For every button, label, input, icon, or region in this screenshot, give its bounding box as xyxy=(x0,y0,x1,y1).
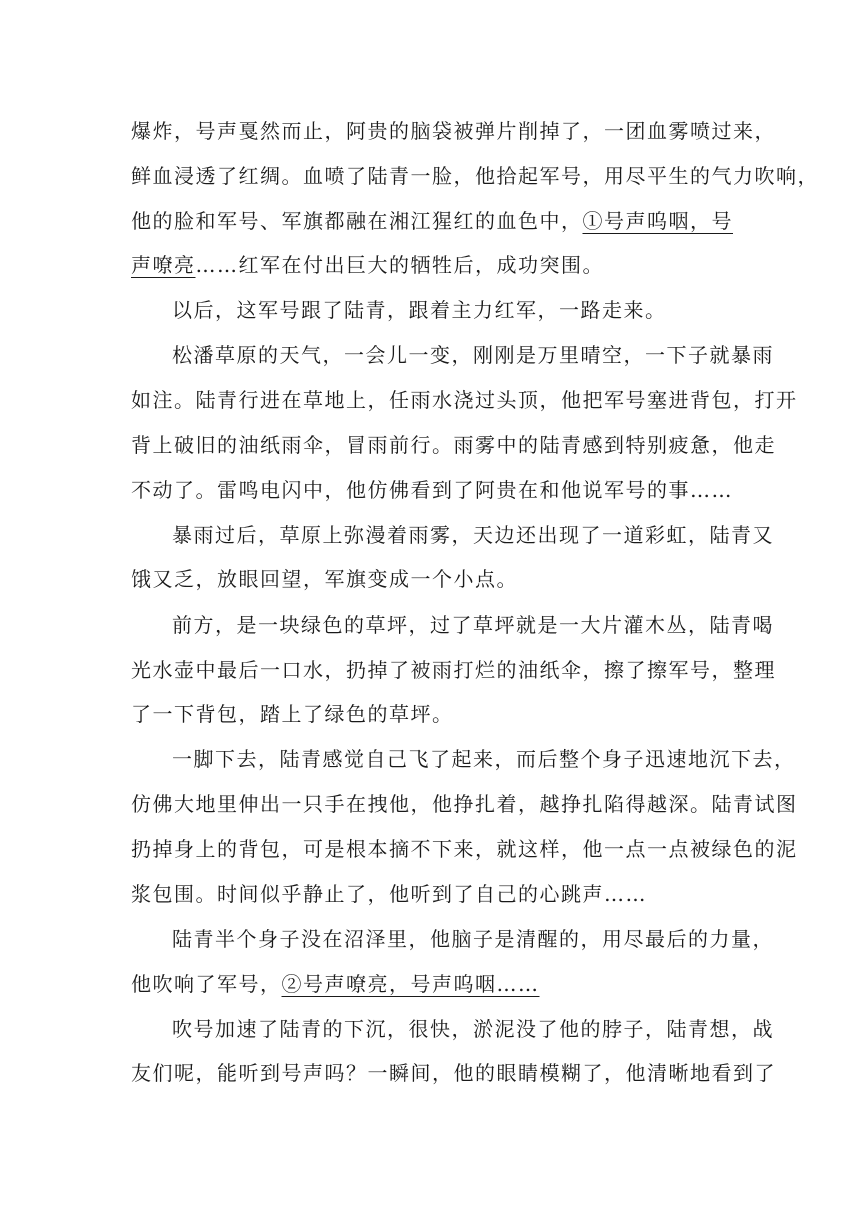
text-line xyxy=(172,927,774,951)
text-run: 不动了。雷鸣电闪中，他仿佛看到了阿贵在和他说军号的事…… xyxy=(131,478,733,502)
text-line xyxy=(172,298,667,322)
underlined-text-run: 声嘹亮 xyxy=(131,253,196,277)
text-line xyxy=(131,837,798,861)
underlined-text-run: ①号声呜咽，号 xyxy=(582,209,733,233)
text-line xyxy=(131,253,604,277)
text-run: 浆包围。时间似乎静止了，他听到了自己的心跳声…… xyxy=(131,882,647,906)
text-run: 友们呢，能听到号声吗？一瞬间，他的眼睛模糊了，他清晰地看到了 xyxy=(131,1061,776,1085)
text-run: 松潘草原的天气，一会儿一变，刚刚是万里晴空，一下子就暴雨 xyxy=(172,343,774,367)
text-run: 饿又乏，放眼回望，军旗变成一个小点。 xyxy=(131,567,518,591)
text-line xyxy=(131,882,647,906)
text-line xyxy=(131,792,798,816)
text-line xyxy=(172,343,774,367)
text-run: 陆青半个身子没在沼泽里，他脑子是清醒的，用尽最后的力量， xyxy=(172,927,774,951)
text-line xyxy=(131,433,776,457)
text-run: 光水壶中最后一口水，扔掉了被雨打烂的油纸伞，擦了擦军号，整理 xyxy=(131,658,776,682)
text-line xyxy=(172,1017,774,1041)
text-line xyxy=(131,119,776,143)
text-run: 了一下背包，踏上了绿色的草坪。 xyxy=(131,702,454,726)
text-run: 背上破旧的油纸雨伞，冒雨前行。雨雾中的陆青感到特别疲惫，他走 xyxy=(131,433,776,457)
text-line xyxy=(131,478,733,502)
text-line xyxy=(131,702,454,726)
text-run: 仿佛大地里伸出一只手在拽他，他挣扎着，越挣扎陷得越深。陆青试图 xyxy=(131,792,798,816)
text-run: 暴雨过后，草原上弥漫着雨雾，天边还出现了一道彩虹，陆青又 xyxy=(172,523,774,547)
text-line xyxy=(131,164,819,188)
text-run: 爆炸，号声戛然而止，阿贵的脑袋被弹片削掉了，一团血雾喷过来， xyxy=(131,119,776,143)
text-run: 鲜血浸透了红绸。血喷了陆青一脸，他拾起军号，用尽平生的气力吹响， xyxy=(131,164,819,188)
text-line xyxy=(131,567,518,591)
text-run: 一脚下去，陆青感觉自己飞了起来，而后整个身子迅速地沉下去， xyxy=(172,747,796,771)
text-run: 扔掉身上的背包，可是根本摘不下来，就这样，他一点一点被绿色的泥 xyxy=(131,837,798,861)
text-line xyxy=(172,747,796,771)
text-line xyxy=(131,209,733,233)
text-line xyxy=(131,1061,776,1085)
text-line xyxy=(131,972,540,996)
text-run: 他的脸和军号、军旗都融在湘江猩红的血色中， xyxy=(131,209,583,233)
text-run: ……红军在付出巨大的牺牲后，成功突围。 xyxy=(195,253,604,277)
underlined-text-run: ②号声嘹亮，号声呜咽…… xyxy=(281,972,540,996)
text-line xyxy=(131,658,776,682)
text-line xyxy=(172,613,774,637)
text-run: 他吹响了军号， xyxy=(131,972,282,996)
text-line xyxy=(172,523,774,547)
text-run: 吹号加速了陆青的下沉，很快，淤泥没了他的脖子，陆青想，战 xyxy=(172,1017,774,1041)
text-run: 以后，这军号跟了陆青，跟着主力红军，一路走来。 xyxy=(172,298,667,322)
text-run: 前方，是一块绿色的草坪，过了草坪就是一大片灌木丛，陆青喝 xyxy=(172,613,774,637)
text-run: 如注。陆青行进在草地上，任雨水浇过头顶，他把军号塞进背包，打开 xyxy=(131,388,798,412)
text-line xyxy=(131,388,798,412)
